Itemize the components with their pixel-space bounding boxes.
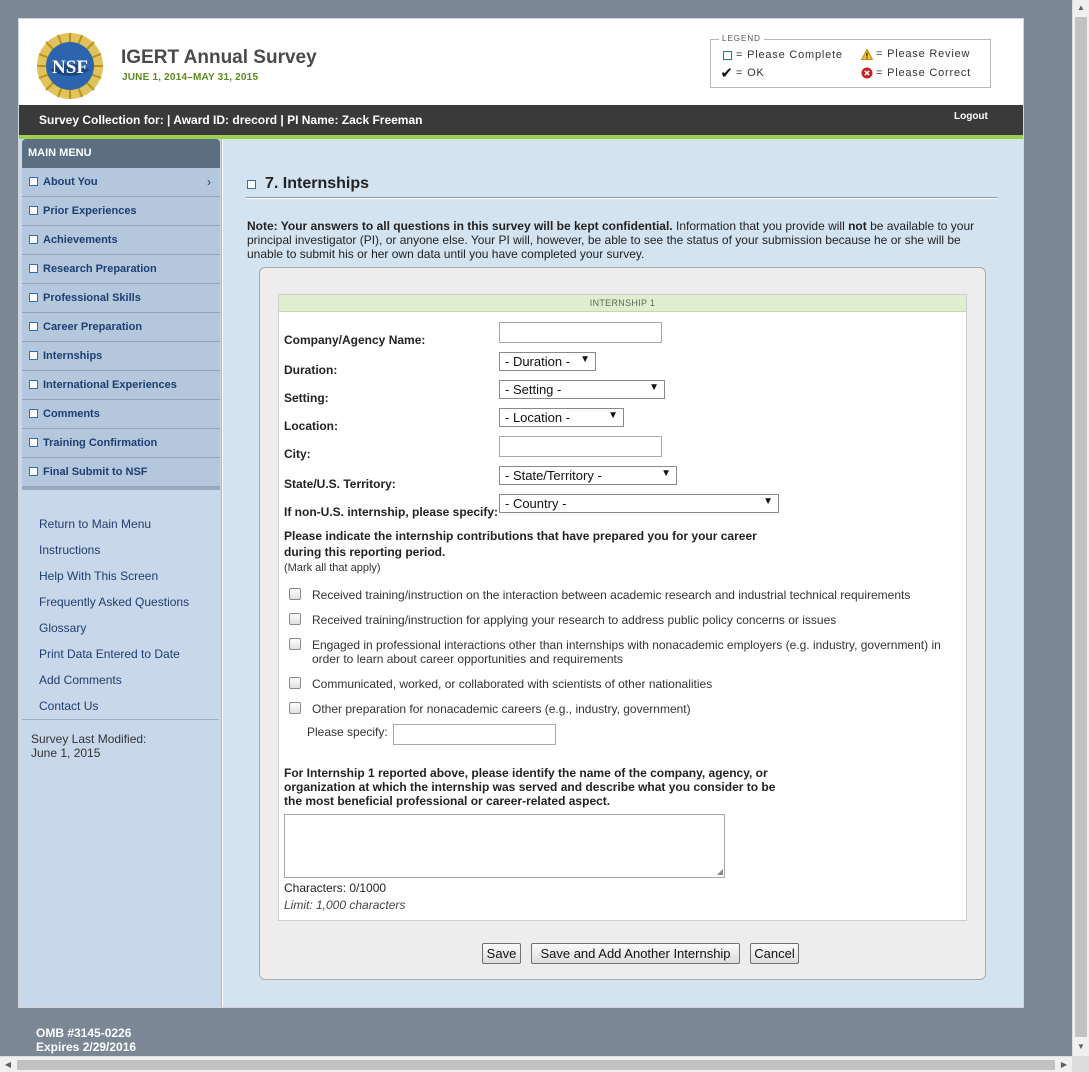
sidebar bbox=[19, 139, 222, 1007]
return-main-menu-link[interactable]: Return to Main Menu bbox=[39, 517, 152, 531]
status-square-icon bbox=[29, 206, 38, 215]
legend-ok-label: = OK bbox=[736, 67, 765, 79]
city-input[interactable] bbox=[499, 436, 662, 457]
scroll-left-icon[interactable]: ◀ bbox=[4, 1060, 12, 1069]
describe-question-line1: For Internship 1 reported above, please identify the name of the company, agency, or bbox=[284, 766, 768, 780]
state-select-value: - State/Territory - bbox=[505, 468, 602, 483]
status-square-icon bbox=[29, 438, 38, 447]
contribution-option bbox=[289, 638, 954, 666]
contribution-checkbox[interactable] bbox=[289, 588, 301, 600]
omb-footer bbox=[36, 1026, 136, 1054]
faq-link[interactable]: Frequently Asked Questions bbox=[39, 595, 190, 609]
sidebar-item-about-you[interactable] bbox=[22, 168, 220, 197]
contribution-checkbox[interactable] bbox=[289, 613, 301, 625]
contribution-option-label: Communicated, worked, or collaborated with scientists of other nationalities bbox=[312, 677, 713, 691]
status-square-icon bbox=[29, 322, 38, 331]
contribution-option bbox=[289, 702, 691, 716]
internship-form bbox=[278, 294, 967, 921]
page-header bbox=[19, 19, 1023, 105]
add-comments-link[interactable]: Add Comments bbox=[39, 673, 122, 687]
state-select[interactable] bbox=[499, 466, 677, 485]
vertical-scrollbar[interactable] bbox=[1072, 0, 1089, 1056]
contributions-question-line1: Please indicate the internship contributions that have prepared you for your career bbox=[284, 529, 757, 543]
note-part1: Information that you provide will bbox=[672, 219, 849, 233]
sidebar-item-career-preparation[interactable] bbox=[22, 313, 220, 342]
contribution-option-label: Received training/instruction for applying your research to address public policy concerns or issues bbox=[312, 613, 837, 627]
contact-us-link[interactable]: Contact Us bbox=[39, 699, 99, 713]
help-screen-link[interactable]: Help With This Screen bbox=[39, 569, 159, 583]
chevron-right-icon: › bbox=[207, 175, 211, 189]
status-square-icon bbox=[29, 264, 38, 273]
duration-label: Duration: bbox=[284, 363, 338, 377]
describe-question-line2: organization at which the internship was served and describe what you consider to be bbox=[284, 780, 776, 794]
legend-please-correct-label: = Please Correct bbox=[876, 67, 972, 79]
sidebar-item-internships[interactable] bbox=[22, 342, 220, 371]
nsf-logo bbox=[36, 32, 104, 100]
setting-label: Setting: bbox=[284, 391, 329, 405]
sidebar-item-label: Career Preparation bbox=[43, 321, 143, 333]
omb-number: OMB #3145-0226 bbox=[36, 1026, 132, 1040]
describe-question-line3: the most beneficial professional or career-related aspect. bbox=[284, 794, 611, 808]
note-bold: Note: Your answers to all questions in this survey will be kept confidential. bbox=[247, 219, 673, 233]
logout-link[interactable]: Logout bbox=[954, 111, 988, 122]
country-label: If non-U.S. internship, please specify: bbox=[284, 505, 499, 519]
status-square-icon bbox=[29, 380, 38, 389]
sidebar-item-label: Professional Skills bbox=[43, 292, 141, 304]
please-specify-input[interactable] bbox=[393, 724, 556, 745]
setting-select[interactable] bbox=[499, 380, 665, 399]
contribution-option-label: Other preparation for nonacademic careers (e.g., industry, government) bbox=[312, 702, 691, 716]
internship-panel bbox=[259, 267, 986, 980]
character-limit: Limit: 1,000 characters bbox=[284, 898, 406, 912]
sidebar-divider bbox=[22, 719, 219, 720]
character-count: Characters: 0/1000 bbox=[284, 881, 387, 895]
company-name-input[interactable] bbox=[499, 322, 662, 343]
sidebar-item-label: International Experiences bbox=[43, 379, 177, 391]
status-square-icon bbox=[29, 177, 38, 186]
legend-please-complete bbox=[721, 49, 843, 61]
note-part2: be available to your principal investigator (PI), or anyone else. Your PI will, however, be able to see the status of your submission because he or she will be unable to submit his or her own data until you have completed your survey. bbox=[247, 219, 975, 261]
sidebar-item-prior-experiences[interactable] bbox=[22, 197, 220, 226]
resize-grip-icon[interactable]: ◢ bbox=[716, 867, 723, 876]
horizontal-scrollbar[interactable] bbox=[0, 1056, 1072, 1072]
main-menu-header: MAIN MENU bbox=[22, 139, 220, 168]
other-preparation-checkbox[interactable] bbox=[289, 702, 301, 714]
legend-please-complete-label: = Please Complete bbox=[736, 49, 843, 61]
sidebar-item-label: Training Confirmation bbox=[43, 437, 158, 449]
duration-select-value: - Duration - bbox=[505, 354, 571, 369]
location-select[interactable] bbox=[499, 408, 624, 427]
sidebar-item-final-submit[interactable] bbox=[22, 458, 220, 487]
section-heading bbox=[247, 175, 369, 193]
legend-please-review bbox=[861, 48, 970, 60]
sidebar-item-label: Research Preparation bbox=[43, 263, 157, 275]
page-title: 7. Internships bbox=[265, 175, 370, 192]
describe-question bbox=[284, 766, 775, 808]
sidebar-item-training-confirmation[interactable] bbox=[22, 429, 220, 458]
mark-all-hint: (Mark all that apply) bbox=[284, 562, 381, 574]
warning-icon bbox=[861, 48, 873, 60]
sidebar-item-label: Prior Experiences bbox=[43, 205, 137, 217]
omb-expiration: Expires 2/29/2016 bbox=[36, 1040, 137, 1054]
title-divider bbox=[246, 197, 998, 199]
contributions-question-line2: during this reporting period. bbox=[284, 545, 446, 559]
status-square-icon bbox=[29, 351, 38, 360]
dropdown-arrow-icon: ▼ bbox=[580, 354, 590, 365]
internship-description-textarea[interactable] bbox=[284, 814, 725, 878]
state-label: State/U.S. Territory: bbox=[284, 477, 396, 491]
sidebar-item-professional-skills[interactable] bbox=[22, 284, 220, 313]
legend-ok bbox=[720, 65, 765, 82]
sidebar-item-label: About You bbox=[43, 176, 98, 188]
survey-page bbox=[18, 18, 1024, 1008]
sidebar-item-achievements[interactable] bbox=[22, 226, 220, 255]
contribution-option bbox=[289, 613, 836, 627]
save-add-internship-button[interactable]: Save and Add Another Internship bbox=[531, 943, 740, 964]
note-not: not bbox=[848, 219, 867, 233]
sidebar-item-research-preparation[interactable] bbox=[22, 255, 220, 284]
location-select-value: - Location - bbox=[505, 410, 571, 425]
form-header: INTERNSHIP 1 bbox=[279, 295, 966, 312]
survey-info-bar bbox=[19, 105, 1023, 135]
print-data-link[interactable]: Print Data Entered to Date bbox=[39, 647, 180, 661]
location-label: Location: bbox=[284, 419, 338, 433]
scroll-right-icon[interactable]: ▶ bbox=[1060, 1060, 1068, 1069]
error-icon bbox=[861, 67, 873, 79]
checkmark-icon: ✔ bbox=[720, 65, 734, 82]
sidebar-item-international-experiences[interactable] bbox=[22, 371, 220, 400]
contributions-question bbox=[284, 528, 757, 560]
last-modified-label: Survey Last Modified: bbox=[31, 732, 147, 746]
contribution-option-label: Engaged in professional interactions other than internships with nonacademic employers (e.g. industry, government) in order to learn about career opportunities and requirements bbox=[312, 638, 941, 666]
contribution-option-label: Received training/instruction on the interaction between academic research and industrial technical requirements bbox=[312, 588, 911, 602]
horizontal-scroll-thumb[interactable] bbox=[17, 1060, 1055, 1070]
help-links bbox=[39, 517, 189, 725]
status-square-icon bbox=[247, 180, 256, 189]
legend-please-correct bbox=[861, 67, 971, 79]
last-modified bbox=[31, 732, 146, 760]
city-label: City: bbox=[284, 447, 311, 461]
sidebar-item-label: Comments bbox=[43, 408, 100, 420]
logo-text: NSF bbox=[52, 57, 88, 78]
main-content bbox=[223, 139, 1023, 1007]
sidebar-item-label: Internships bbox=[43, 350, 103, 362]
legend-title: LEGEND bbox=[719, 34, 764, 43]
contribution-option bbox=[289, 677, 712, 691]
last-modified-date: June 1, 2015 bbox=[31, 746, 101, 760]
setting-select-value: - Setting - bbox=[505, 382, 562, 397]
status-square-icon bbox=[29, 409, 38, 418]
dropdown-arrow-icon: ▼ bbox=[608, 410, 618, 421]
status-square-icon bbox=[29, 235, 38, 244]
dropdown-arrow-icon: ▼ bbox=[763, 496, 773, 507]
empty-square-icon bbox=[721, 49, 733, 61]
status-legend bbox=[710, 34, 991, 88]
dropdown-arrow-icon: ▼ bbox=[661, 468, 671, 479]
glossary-link[interactable]: Glossary bbox=[39, 621, 87, 635]
contribution-checkbox[interactable] bbox=[289, 638, 301, 650]
sidebar-item-label: Achievements bbox=[43, 234, 118, 246]
contribution-checkbox[interactable] bbox=[289, 677, 301, 689]
vertical-scroll-thumb[interactable] bbox=[1075, 17, 1087, 1037]
legend-please-review-label: = Please Review bbox=[876, 48, 971, 60]
instructions-link[interactable]: Instructions bbox=[39, 543, 101, 557]
company-label: Company/Agency Name: bbox=[284, 333, 426, 347]
scroll-up-icon[interactable]: ▲ bbox=[1077, 3, 1085, 12]
confidentiality-note bbox=[247, 219, 987, 261]
main-menu bbox=[22, 168, 220, 487]
dropdown-arrow-icon: ▼ bbox=[649, 382, 659, 393]
duration-select[interactable] bbox=[499, 352, 596, 371]
status-square-icon bbox=[29, 467, 38, 476]
status-square-icon bbox=[29, 293, 38, 302]
cancel-button[interactable]: Cancel bbox=[750, 943, 799, 964]
survey-period: JUNE 1, 2014–MAY 31, 2015 bbox=[122, 72, 259, 83]
contribution-option bbox=[289, 588, 910, 602]
scroll-down-icon[interactable]: ▼ bbox=[1077, 1042, 1085, 1051]
scroll-corner bbox=[1072, 1056, 1089, 1072]
country-select[interactable] bbox=[499, 494, 779, 513]
save-button[interactable]: Save bbox=[482, 943, 521, 964]
sidebar-item-label: Final Submit to NSF bbox=[43, 466, 148, 478]
app-title: IGERT Annual Survey bbox=[121, 47, 317, 68]
award-info: Survey Collection for: | Award ID: drecord | PI Name: Zack Freeman bbox=[39, 113, 423, 127]
menu-divider bbox=[22, 487, 220, 490]
country-select-value: - Country - bbox=[505, 496, 567, 511]
please-specify-label: Please specify: bbox=[307, 725, 388, 739]
sidebar-item-comments[interactable] bbox=[22, 400, 220, 429]
